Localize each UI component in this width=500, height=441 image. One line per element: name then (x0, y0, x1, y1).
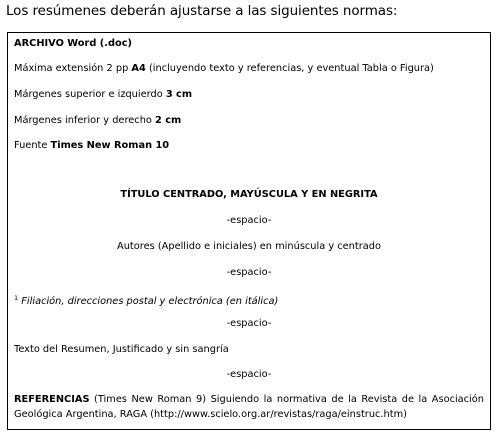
template-abstract: Texto del Resumen, Justificado y sin sangría (14, 344, 229, 355)
affiliation-superscript: 1 (14, 294, 19, 302)
font-value: Times New Roman 10 (50, 140, 170, 151)
template-authors: Autores (Apellido e iniciales) en minúscula y centrado (117, 241, 381, 252)
spacer-2: -espacio- (226, 267, 272, 278)
norm-font (14, 140, 169, 152)
template-references (14, 392, 484, 422)
template-title-text: TÍTULO CENTRADO, MAYÚSCULA Y EN NEGRITA (120, 189, 378, 200)
intro-heading: Los resúmenes deberán ajustarse a las siguientes normas: (6, 3, 398, 19)
template-affiliation (14, 292, 278, 308)
template-title (8, 189, 490, 201)
spacer-1: -espacio- (226, 215, 272, 226)
norm-margins-top (14, 89, 192, 101)
margins-top-text: Márgenes superior e izquierdo (14, 89, 166, 100)
extent-paper-size: A4 (131, 63, 146, 74)
norm-file (14, 38, 132, 50)
font-text: Fuente (14, 140, 51, 151)
references-text: (Times New Roman 9) Siguiendo la normativa de la Revista de la Asociación Geológica Argentina, RAGA (http://www.scielo.org.ar/revistas/raga/einstruc.htm) (14, 394, 484, 420)
margins-bottom-value: 2 cm (155, 115, 182, 126)
spacer-4: -espacio- (226, 369, 272, 380)
extent-text-pre: Máxima extensión 2 pp (14, 63, 132, 74)
spacer-3: -espacio- (226, 318, 272, 329)
margins-bottom-text: Márgenes inferior y derecho (14, 115, 156, 126)
file-format-label: ARCHIVO Word (.doc) (14, 38, 132, 49)
norm-margins-bottom (14, 115, 181, 127)
norms-box (7, 32, 491, 430)
affiliation-text: Filiación, direcciones postal y electrónica (en itálica) (21, 296, 279, 307)
margins-top-value: 3 cm (165, 89, 193, 100)
references-label: REFERENCIAS (14, 394, 90, 405)
norm-extent (14, 63, 434, 75)
extent-text-post: (incluyendo texto y referencias, y eventual Tabla o Figura) (145, 63, 434, 74)
